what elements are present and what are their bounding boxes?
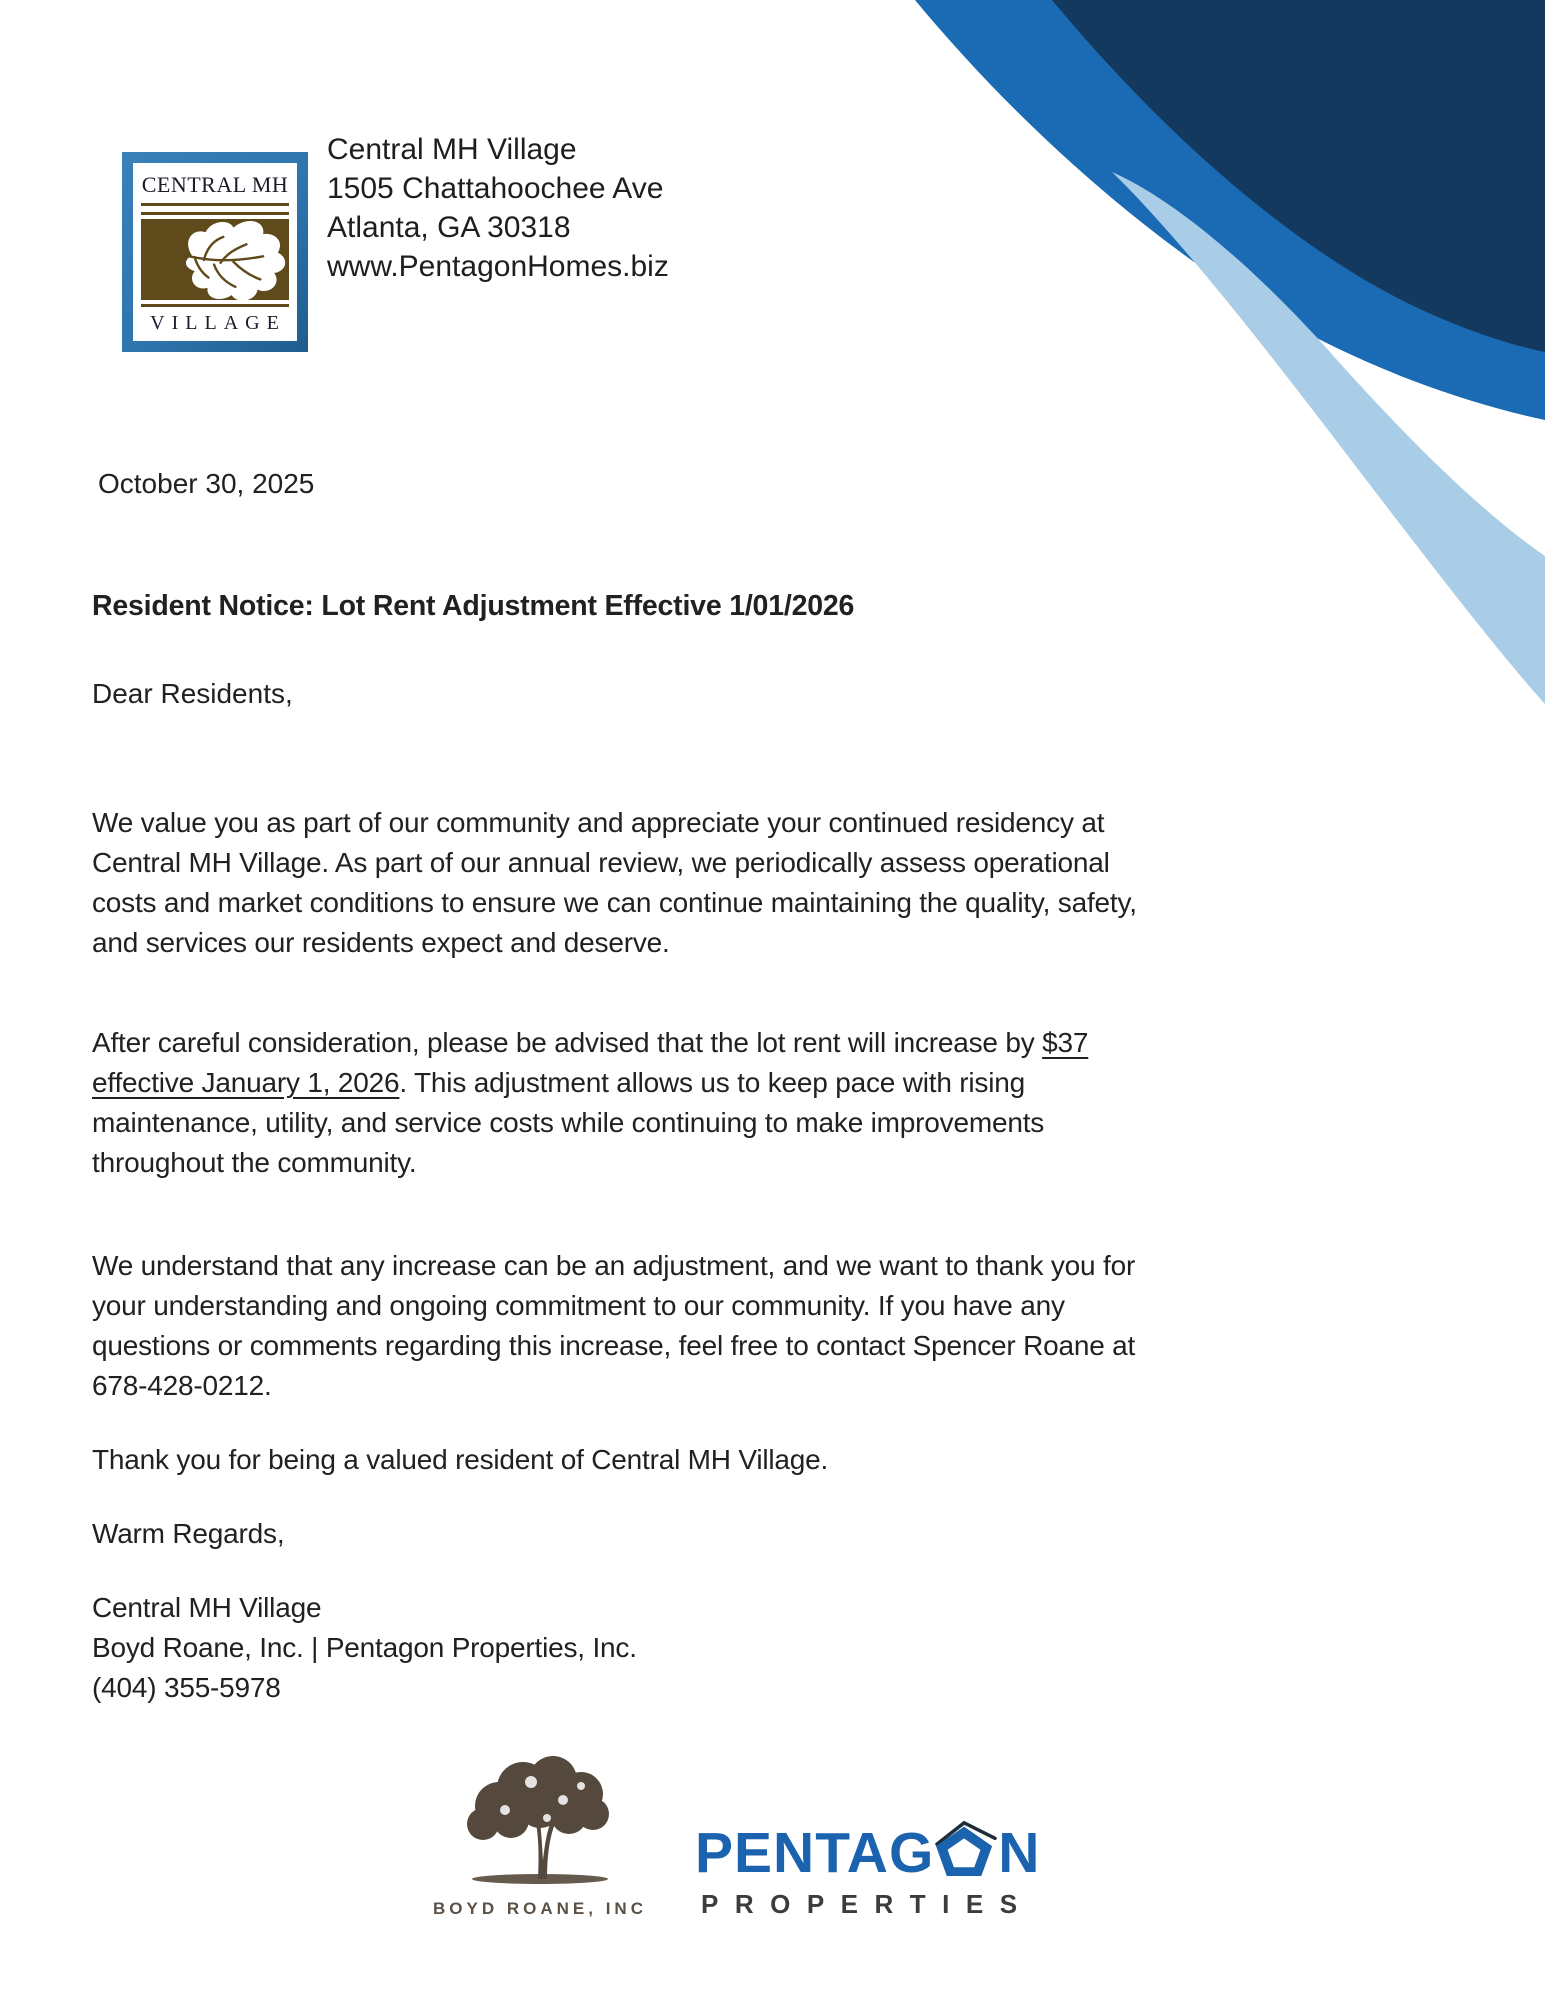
paragraph-contact-info: We understand that any increase can be an adjustment, and we want to thank you for your understanding and ongoing commitment to our community. If you have any questions or comments regarding this increase, feel free to contact Spencer Roane at 678-428-0212. (92, 1250, 1136, 1401)
logo-inner-frame (133, 163, 297, 341)
letter-subject-line: Resident Notice: Lot Rent Adjustment Effective 1/01/2026 (92, 590, 855, 622)
boyd-roane-logo (425, 1748, 655, 1919)
pentagon-word-part2: N (998, 1821, 1041, 1885)
pentagon-word-part1: PENTAG (695, 1821, 935, 1885)
salutation: Dear Residents, (92, 678, 293, 709)
pentagon-properties-logo (695, 1818, 1115, 1920)
address-line-1: 1505 Chattahoochee Ave (327, 172, 664, 205)
paragraph-community-value: We value you as part of our community and appreciate your continued residency at Central MH Village. As part of our annual review, we periodically assess operational costs and market conditions to ensure we can continue maintaining the quality, safety, and services our residents expect and deserve. (92, 807, 1137, 958)
logo-bottom-label: VILLAGE (150, 312, 286, 334)
oak-leaf-icon (141, 219, 289, 300)
boyd-roane-label: BOYD ROANE, INC (433, 1899, 647, 1918)
swoosh-blue-band (915, 0, 1545, 420)
signature-phone: (404) 355-5978 (92, 1672, 281, 1703)
signature-company: Central MH Village (92, 1592, 322, 1623)
swoosh-light-ribbon (1112, 172, 1545, 704)
letter-date: October 30, 2025 (98, 468, 315, 499)
pentagon-icon (935, 1818, 997, 1887)
company-name: Central MH Village (327, 133, 577, 166)
swoosh-navy-band (1052, 0, 1545, 352)
logo-top-label: CENTRAL MH (141, 172, 289, 197)
paragraph-rent-increase (92, 1023, 1152, 1183)
logo-leaf-panel (141, 219, 289, 300)
rent-increase-text-before: After careful consideration, please be advised that the lot rent will increase by (92, 1027, 1043, 1058)
closing-thanks-line: Thank you for being a valued resident of Central MH Village. (92, 1444, 829, 1475)
signature-block (92, 1588, 1152, 1708)
rent-increase-text-after: . This adjustment allows us to keep pace with rising maintenance, utility, and service costs while continuing to make improvements throughout the community. (92, 1067, 1045, 1178)
pentagon-properties-label: PROPERTIES (701, 1889, 1034, 1919)
logo-divider-double (141, 203, 289, 215)
letterhead-address-block (327, 130, 669, 286)
address-line-2: Atlanta, GA 30318 (327, 211, 571, 244)
central-mh-village-logo (122, 152, 308, 352)
signoff-line: Warm Regards, (92, 1518, 285, 1549)
tree-icon (435, 1748, 645, 1888)
website-url: www.PentagonHomes.biz (327, 250, 669, 283)
rent-increase-underlined-amount: $37 effective January 1, 2026 (92, 1027, 1089, 1098)
signature-entities: Boyd Roane, Inc. | Pentagon Properties, Inc. (92, 1632, 637, 1663)
pentagon-wordmark (695, 1818, 1115, 1887)
